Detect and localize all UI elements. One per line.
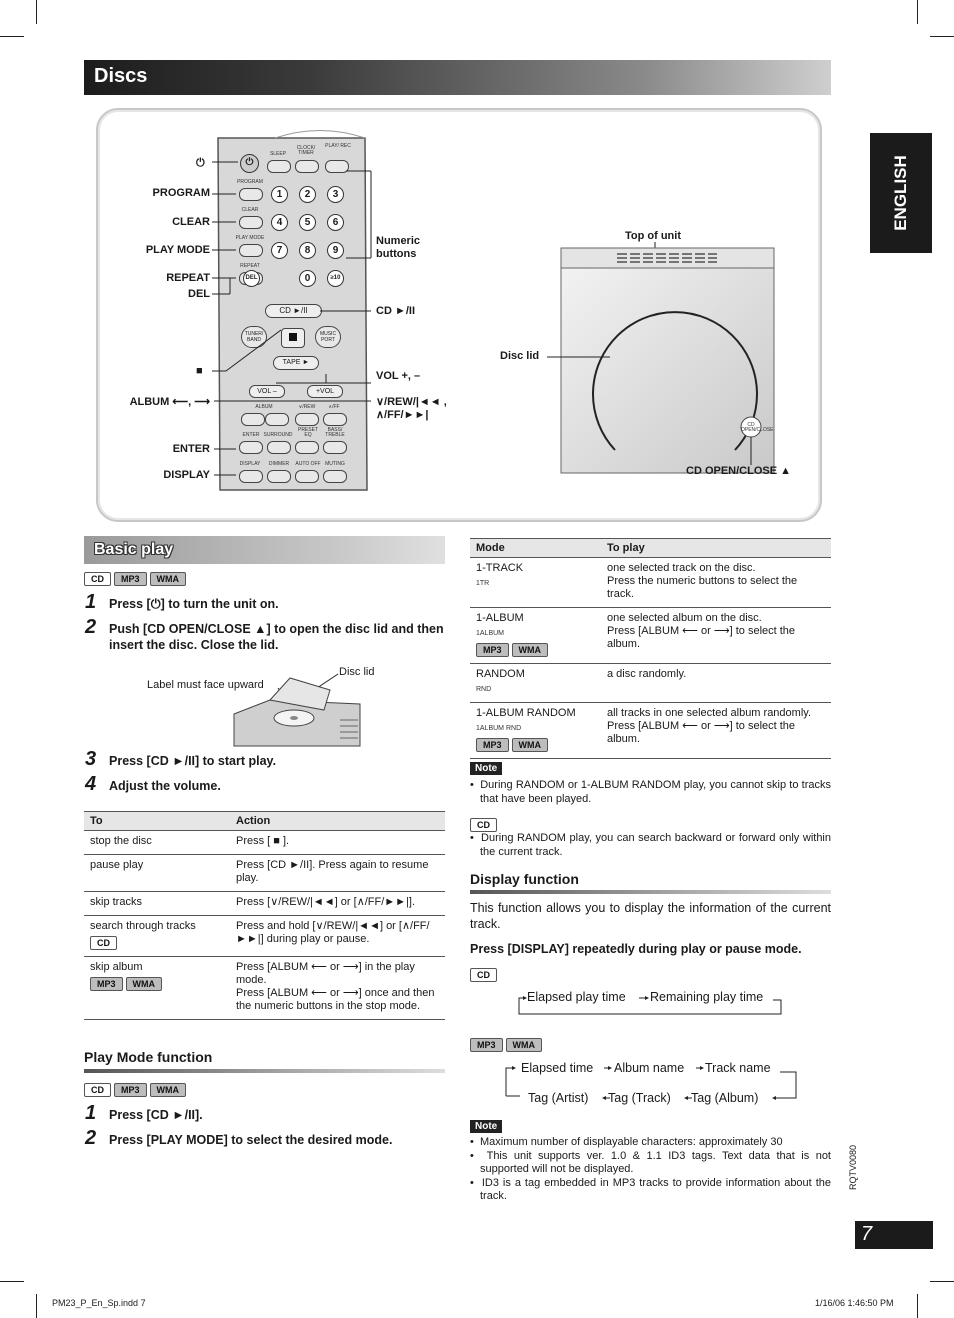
col-header-mode: Mode — [470, 539, 601, 558]
row-to-text: search through tracks — [90, 920, 196, 932]
page-title: Discs — [94, 65, 148, 87]
cd-play-pause-button[interactable]: CD ►/II — [265, 304, 322, 318]
del-callout: DEL — [188, 288, 210, 300]
digit-1-button[interactable]: 1 — [271, 186, 288, 203]
digit-5-button[interactable]: 5 — [299, 214, 316, 231]
album-btn-label: ALBUM — [255, 404, 273, 410]
row-mode — [470, 664, 601, 703]
note-label: Note — [470, 762, 502, 775]
tape-button[interactable]: TAPE ► — [273, 356, 319, 370]
language-label: ENGLISH — [891, 155, 910, 231]
surround-btn-label: SURROUND — [263, 432, 293, 438]
table-row — [84, 831, 445, 855]
mp3-badge: MP3 — [470, 1038, 503, 1052]
step-text: Push [CD OPEN/CLOSE ▲] to open the disc lid and then insert the disc. Close the lid. — [109, 622, 444, 652]
note-item: • During RANDOM play, you can search backward or forward only within the current track. — [470, 832, 831, 858]
play-rec-label: PLAY/ REC — [325, 143, 351, 149]
table-row — [84, 916, 445, 957]
display-intro: This function allows you to display the information of the current track. — [470, 901, 831, 931]
open-close-callout: CD OPEN/CLOSE ▲ — [686, 465, 792, 477]
play-mode-table — [470, 538, 831, 759]
ten-plus-button[interactable]: ≥10 — [327, 270, 344, 287]
clear-btn-label: CLEAR — [241, 207, 259, 213]
row-to-play: a disc randomly. — [601, 664, 831, 703]
crop-mark — [36, 1294, 37, 1318]
flow-tag-album: Tag (Album) — [691, 1091, 759, 1105]
col-header-to: To — [84, 812, 230, 831]
play-mode-btn-label: PLAY MODE — [235, 235, 265, 241]
sleep-label: SLEEP — [269, 151, 287, 157]
stop-callout: ■ — [196, 365, 203, 377]
row-to: stop the disc — [84, 831, 230, 855]
basic-play-table — [84, 811, 445, 1020]
display-instruction: Press [DISPLAY] repeatedly during play or pause mode. — [470, 942, 802, 956]
display-btn-label: DISPLAY — [239, 461, 261, 467]
basic-play-badges — [84, 569, 189, 587]
play-mode-title: Play Mode function — [84, 1049, 213, 1065]
step-number: 3 — [85, 748, 97, 770]
note-text: This unit supports ver. 1.0 & 1.1 ID3 tags. Text data that is not supported will not be displayed. — [480, 1149, 831, 1175]
enter-btn-label: ENTER — [242, 432, 260, 438]
col-header-action: Action — [230, 812, 445, 831]
note-item: • This unit supports ver. 1.0 & 1.1 ID3 tags. Text data that is not supported will not be displayed. — [470, 1149, 831, 1175]
col-header-to-play: To play — [601, 539, 831, 558]
flow-track-name: Track name — [705, 1061, 771, 1075]
flow-tag-artist: Tag (Artist) — [528, 1091, 589, 1105]
basic-step-1 — [85, 591, 444, 613]
del-button[interactable]: DEL — [243, 270, 260, 287]
cd-badge: CD — [470, 818, 497, 832]
step-number: 1 — [85, 1102, 97, 1124]
digit-8-button[interactable]: 8 — [299, 242, 316, 259]
basic-play-title: Basic play — [94, 541, 174, 558]
basic-step-4 — [85, 773, 444, 795]
cd-badge: CD — [90, 936, 117, 950]
unit-top-figure — [545, 240, 780, 480]
dimmer-btn-label: DIMMER — [268, 461, 290, 467]
note-text: ID3 is a tag embedded in MP3 tracks to provide information about the track. — [480, 1176, 831, 1202]
bass-treble-btn-label: BASS/ TREBLE — [325, 427, 345, 438]
open-close-btn-label: CD OPEN/CLOSE — [741, 422, 774, 433]
crop-mark — [0, 1281, 24, 1282]
power-callout: ⏻ — [196, 157, 205, 169]
table-row — [84, 892, 445, 916]
display-callout: DISPLAY — [163, 469, 210, 481]
row-action: Press and hold [∨/REW/|◄◄] or [∧/FF/►►|] during play or pause. — [230, 916, 445, 957]
row-action: Press [ALBUM ⟵ or ⟶] in the play mode. Press [ALBUM ⟵ or ⟶] once and then the numeric buttons in the stop mode. — [230, 957, 445, 1020]
disc-lid-callout: Disc lid — [500, 350, 540, 362]
row-to: skip tracks — [84, 892, 230, 916]
play-mode-badges — [84, 1080, 189, 1098]
note-item: • ID3 is a tag embedded in MP3 tracks to provide information about the track. — [470, 1176, 831, 1202]
table-header-row — [84, 812, 445, 831]
crop-mark — [930, 1281, 954, 1282]
row-to-text: skip album — [90, 961, 143, 973]
wma-badge: WMA — [512, 643, 549, 657]
crop-mark — [917, 0, 918, 24]
crop-mark — [36, 0, 37, 24]
digit-2-button[interactable]: 2 — [299, 186, 316, 203]
mp3-badge: MP3 — [114, 1083, 147, 1097]
digit-9-button[interactable]: 9 — [327, 242, 344, 259]
mode-display: 1ALBUM RND — [476, 725, 522, 732]
muting-btn-label: MUTING — [325, 461, 345, 467]
digit-4-button[interactable]: 4 — [271, 214, 288, 231]
display-cd-badge — [470, 965, 500, 983]
mp3-badge: MP3 — [114, 572, 147, 586]
row-mode — [470, 703, 601, 759]
wma-badge: WMA — [150, 572, 187, 586]
row-action: Press [ ■ ]. — [230, 831, 445, 855]
wma-badge: WMA — [150, 1083, 187, 1097]
tuner-band-button[interactable]: TUNER/ BAND — [241, 326, 267, 348]
display-notes — [470, 1136, 831, 1204]
enter-callout: ENTER — [172, 443, 210, 455]
rew-btn-label: ∨/REW — [298, 404, 316, 410]
step-text: Press [CD ►/II]. — [109, 1108, 203, 1122]
digit-7-button[interactable]: 7 — [271, 242, 288, 259]
mode-name: 1-ALBUM — [476, 612, 524, 624]
document-code: RQTV0080 — [848, 1144, 858, 1190]
mode-name: 1-TRACK — [476, 562, 524, 574]
power-button[interactable]: ⏻ — [240, 154, 259, 173]
ff-btn-label: ∧/FF — [328, 404, 340, 410]
wma-badge: WMA — [506, 1038, 543, 1052]
program-btn-label: PROGRAM — [237, 179, 263, 185]
section-rule — [84, 1069, 445, 1073]
section-rule — [470, 890, 831, 894]
mp3-badge: MP3 — [90, 977, 123, 991]
digit-6-button[interactable]: 6 — [327, 214, 344, 231]
step-text: Press [⏻] to turn the unit on. — [109, 597, 279, 611]
vol-up-button[interactable]: +VOL — [307, 385, 343, 398]
digit-0-button[interactable]: 0 — [299, 270, 316, 287]
play-mode-cd-notes — [470, 832, 831, 859]
ff-callout: ∧/FF/►►| — [376, 409, 429, 421]
play-mode-cd-badge — [470, 815, 500, 833]
note-text: During RANDOM or 1-ALBUM RANDOM play, you cannot skip to tracks that have been played. — [480, 779, 831, 805]
wma-badge: WMA — [126, 977, 163, 991]
note-text: Maximum number of displayable characters: approximately 30 — [479, 1136, 783, 1148]
flow-album-name: Album name — [614, 1061, 685, 1075]
play-mode-step-2 — [85, 1127, 444, 1149]
display-mp3-badges — [470, 1035, 545, 1053]
step-number: 2 — [85, 616, 97, 638]
mode-display: 1ALBUM — [476, 630, 505, 637]
repeat-btn-label: REPEAT — [240, 263, 260, 269]
figure-disc-lid-callout: Disc lid — [339, 666, 375, 678]
row-mode — [470, 608, 601, 664]
flow-remaining-play-time: Remaining play time — [650, 990, 764, 1004]
rew-callout: ∨/REW/|◄◄ , — [376, 396, 447, 408]
repeat-callout: REPEAT — [166, 272, 210, 284]
crop-mark — [930, 36, 954, 37]
digit-3-button[interactable]: 3 — [327, 186, 344, 203]
mode-display: RND — [476, 686, 492, 693]
cd-badge: CD — [84, 572, 111, 586]
top-of-unit-label: Top of unit — [625, 230, 681, 242]
step-number: 2 — [85, 1127, 97, 1149]
language-tab — [870, 133, 932, 253]
row-to: pause play — [84, 855, 230, 892]
step-number: 1 — [85, 591, 97, 613]
step-text: Adjust the volume. — [109, 779, 221, 793]
table-row — [84, 855, 445, 892]
crop-mark — [0, 36, 24, 37]
row-action: Press [CD ►/II]. Press again to resume play. — [230, 855, 445, 892]
basic-step-3 — [85, 748, 444, 770]
row-to — [84, 957, 230, 1020]
auto-off-btn-label: AUTO OFF — [295, 461, 321, 467]
display-function-title: Display function — [470, 871, 579, 887]
step-text: Press [CD ►/II] to start play. — [109, 754, 277, 768]
wma-badge: WMA — [512, 738, 549, 752]
page-number: 7 — [861, 1223, 873, 1245]
table-row — [470, 608, 831, 664]
table-header-row — [470, 539, 831, 558]
row-to-play: one selected track on the disc. Press the numeric buttons to select the track. — [601, 558, 831, 608]
mp3-badge: MP3 — [476, 643, 509, 657]
basic-step-2 — [85, 616, 444, 653]
note-item: • Maximum number of displayable characters: approximately 30 — [470, 1136, 783, 1148]
clock-timer-label: CLOCK/ TIMER — [296, 145, 316, 156]
row-to-play: all tracks in one selected album randomly. Press [ALBUM ⟵ or ⟶] to select the album. — [601, 703, 831, 759]
preset-eq-btn-label: PRESET EQ — [297, 427, 318, 438]
play-mode-step-1 — [85, 1102, 444, 1124]
step-number: 4 — [85, 773, 97, 795]
table-row — [470, 703, 831, 759]
footer-filename: PM23_P_En_Sp.indd 7 — [52, 1298, 146, 1308]
row-mode — [470, 558, 601, 608]
crop-mark — [917, 1294, 918, 1318]
page-title-banner — [84, 60, 831, 95]
table-row — [470, 558, 831, 608]
vol-down-button[interactable]: VOL – — [249, 385, 285, 398]
mode-name: RANDOM — [476, 668, 525, 680]
note-text: During RANDOM play, you can search backward or forward only within the current track. — [480, 832, 831, 858]
flow-elapsed-play-time: Elapsed play time — [527, 990, 626, 1004]
program-callout: PROGRAM — [152, 187, 210, 199]
table-row — [470, 664, 831, 703]
mode-name: 1-ALBUM RANDOM — [476, 707, 576, 719]
music-port-button[interactable]: MUSIC PORT — [315, 326, 341, 348]
row-action: Press [∨/REW/|◄◄] or [∧/FF/►►|]. — [230, 892, 445, 916]
basic-play-header — [84, 536, 445, 564]
cd-badge: CD — [470, 968, 497, 982]
flow-elapsed-time: Elapsed time — [521, 1061, 594, 1075]
table-row — [84, 957, 445, 1020]
flow-tag-track: Tag (Track) — [608, 1091, 671, 1105]
page-number-box — [855, 1221, 933, 1249]
footer-timestamp: 1/16/06 1:46:50 PM — [815, 1298, 894, 1308]
disc-insert-figure — [230, 670, 370, 748]
mode-display: 1TR — [476, 580, 490, 587]
album-callout: ALBUM ⟵, ⟶ — [129, 396, 210, 408]
note-item: • During RANDOM or 1-ALBUM RANDOM play, you cannot skip to tracks that have been played. — [470, 779, 831, 805]
play-mode-notes — [470, 779, 831, 806]
row-to — [84, 916, 230, 957]
label-upward-callout: Label must face upward — [147, 679, 264, 691]
mp3-badge: MP3 — [476, 738, 509, 752]
play-mode-callout: PLAY MODE — [145, 244, 210, 256]
vol-callout: VOL +, – — [376, 370, 421, 382]
numeric-callout: Numeric buttons — [376, 235, 421, 260]
note-label: Note — [470, 1120, 502, 1133]
cd-play-callout: CD ►/II — [376, 305, 415, 317]
cd-badge: CD — [84, 1083, 111, 1097]
step-text: Press [PLAY MODE] to select the desired mode. — [109, 1133, 393, 1147]
row-to-play: one selected album on the disc. Press [ALBUM ⟵ or ⟶] to select the album. — [601, 608, 831, 664]
clear-callout: CLEAR — [172, 216, 210, 228]
